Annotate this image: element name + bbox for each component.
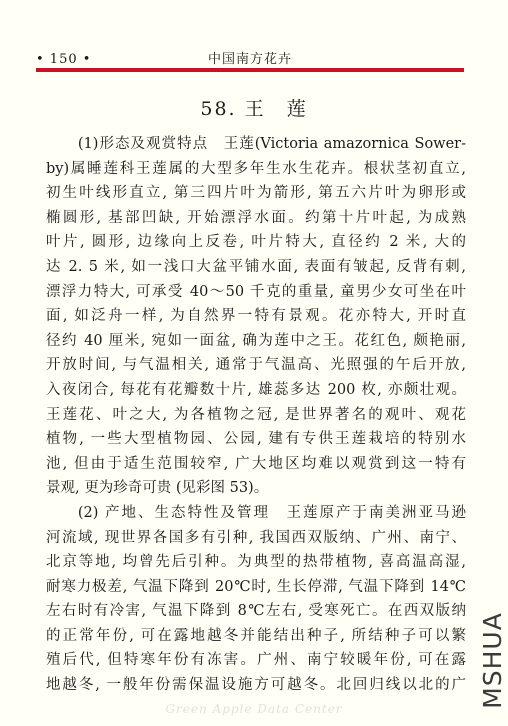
page-number: • 150 • xyxy=(36,52,92,67)
text-line: by)属睡莲科王莲属的大型多年生水生花卉。根状茎初直立, xyxy=(46,160,466,177)
text-line: 北京等地, 均曾先后引种。为典型的热带植物, 喜高温高湿, xyxy=(46,554,466,571)
side-mark-text: MSHUA xyxy=(477,611,507,709)
text-line: 叶片, 圆形, 边缘向上反卷, 叶片特大, 直径约 2 米, 大的 xyxy=(46,234,466,251)
text-line: 面, 如泛舟一样, 为自然界一特有景观。花亦特大, 开时直 xyxy=(46,308,466,325)
text-line: 池, 但由于适生范围较窄, 广大地区均难以观赏到这一特有 xyxy=(46,455,466,472)
body-text xyxy=(46,132,466,698)
text-line: (1)形态及观赏特点 王莲(Victoria amazornica Sower- xyxy=(77,136,466,152)
text-line: 耐寒力极差, 气温下降到 20℃时, 生长停滞, 气温下降到 14℃ xyxy=(46,578,466,595)
text-line: 达 2. 5 米, 如一浅口大盆平铺水面, 表面有皱起, 反背有刺, xyxy=(46,258,466,275)
text-line: 初生叶线形直立, 第三四片叶为箭形, 第五六片叶为卵形或 xyxy=(46,185,466,202)
text-line: 的正常年份, 可在露地越冬并能结出种子, 所结种子可以繁 xyxy=(46,627,466,644)
section-title: 58. 王 莲 xyxy=(200,98,308,120)
text-line: 径约 40 厘米, 宛如一面盆, 确为莲中之王。花红色, 颇艳丽, xyxy=(46,332,466,349)
text-line: 殖后代, 但特寒年份有冻害。广州、南宁较暖年份, 可在露 xyxy=(46,652,466,669)
text-line: 左右时有冷害, 气温下降到 8℃左右, 受寒死亡。在西双版纳 xyxy=(46,603,466,620)
text-line: 植物, 一些大型植物园、公园, 建有专供王莲栽培的特别水 xyxy=(46,431,466,448)
text-line: 景观, 更为珍奇可贵 (见彩图 53)。 xyxy=(46,480,269,497)
book-title: 中国南方花卉 xyxy=(207,52,292,67)
text-line: 入夜闭合, 每花有花瓣数十片, 雄蕊多达 200 枚, 亦颇壮观。 xyxy=(46,381,466,398)
header-rule xyxy=(36,68,464,72)
side-mark xyxy=(472,600,508,720)
text-line: 地越冬, 一般年份需保温设施方可越冬。北回归线以北的广 xyxy=(46,677,466,694)
watermark: Green Apple Data Center xyxy=(165,702,343,716)
page-header xyxy=(36,52,464,68)
text-line: 开放时间, 与气温相关, 通常于气温高、光照强的午后开放, xyxy=(46,357,466,374)
text-line: 河流域, 现世界各国多有引种, 我国西双版纳、广州、南宁、 xyxy=(46,529,466,546)
text-line: (2) 产地、生态特性及管理 王莲原产于南美洲亚马逊 xyxy=(77,504,466,521)
text-line: 王莲花、叶之大, 为各植物之冠, 是世界著名的观叶、观花 xyxy=(46,406,466,423)
text-line: 漂浮力特大, 可承受 40～50 千克的重量, 童男少女可坐在叶 xyxy=(46,283,466,300)
text-line: 椭圆形, 基部凹缺, 开始漂浮水面。约第十片叶起, 为成熟 xyxy=(46,209,466,226)
